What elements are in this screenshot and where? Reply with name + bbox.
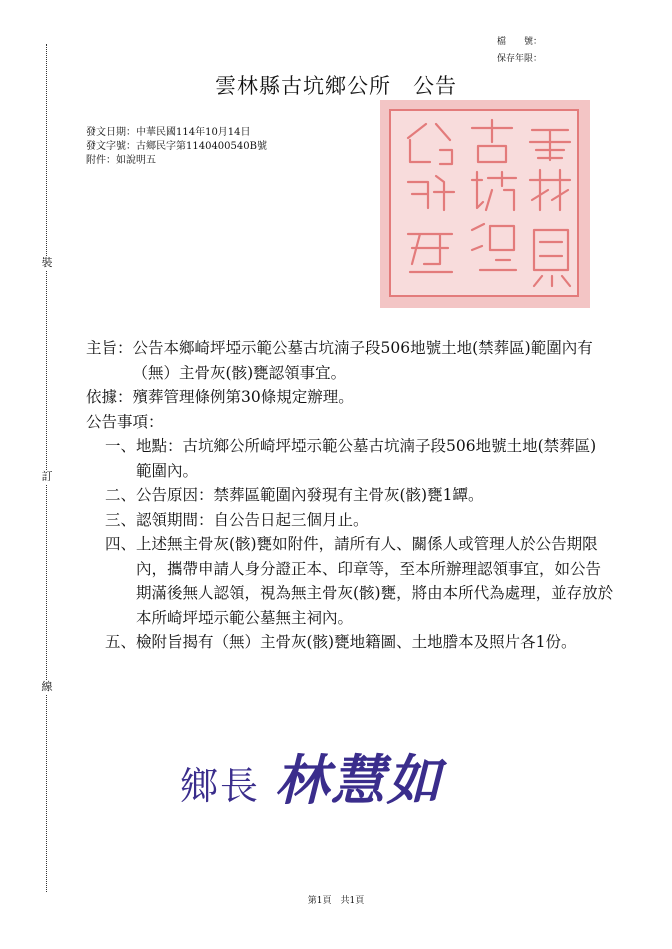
list-item <box>86 532 616 630</box>
binding-mark: 訂 <box>41 470 53 483</box>
item-number: 三、 <box>104 510 136 529</box>
signature-name: 林慧如 <box>274 748 443 812</box>
issue-date: 發文日期：中華民國114年10月14日 <box>86 127 251 138</box>
item-number: 四、 <box>104 535 136 553</box>
document-title: 雲林縣古坑鄉公所 公告 <box>215 74 457 98</box>
signature-title: 鄉長 <box>180 764 261 808</box>
items-heading: 公告事項： <box>86 412 164 431</box>
item-number: 二、 <box>104 486 136 504</box>
basis-text: 殯葬管理條例第30條規定辦理。 <box>132 388 354 406</box>
item-text: 上述無主骨灰(骸)甕如附件，請所有人、關係人或管理人於公告期限內，攜帶申請人身分證正本、印章等，至本所辦理認領事宜，如公告期滿後無人認領，視為無主骨灰(骸)甕，將由本所代為處理，並存放於本所崎坪埡示範公墓無主祠內。 <box>136 535 614 627</box>
item-text: 地點：古坑鄉公所崎坪埡示範公墓古坑湳子段506地號土地(禁葬區) 範圍內。 <box>136 437 597 480</box>
file-number-label: 檔 號： <box>497 37 543 47</box>
basis-row <box>86 385 616 410</box>
binding-line <box>46 44 47 892</box>
item-text: 檢附旨揭有（無）主骨灰(骸)甕地籍圖、土地謄本及照片各1份。 <box>136 633 577 651</box>
list-item <box>86 508 616 533</box>
official-seal <box>380 100 590 308</box>
binding-mark: 裝 <box>41 256 53 269</box>
subject-text: 公告本鄉崎坪埡示範公墓古坑湳子段506地號土地(禁葬區)範圍內有（無）主骨灰(骸)甕認領事宜。 <box>132 339 593 382</box>
item-text: 公告原因：禁葬區範圍內發現有主骨灰(骸)甕1罈。 <box>136 486 484 504</box>
list-item <box>86 630 616 655</box>
archive-info <box>497 34 542 68</box>
subject-label: 主旨： <box>86 339 133 357</box>
list-item <box>86 434 616 483</box>
page-footer: 第1頁 共1頁 <box>307 896 365 906</box>
document-meta <box>86 126 267 168</box>
list-item <box>86 483 616 508</box>
subject-row <box>86 336 616 385</box>
basis-label: 依據： <box>86 388 133 406</box>
seal-glyphs <box>380 100 590 308</box>
document-number: 發文字號：古鄉民字第1140400540B號 <box>86 141 267 152</box>
mayor-signature <box>180 738 443 815</box>
attachment-note: 附件：如說明五 <box>86 155 156 166</box>
item-number: 五、 <box>104 633 136 651</box>
item-number: 一、 <box>104 437 136 455</box>
retention-label: 保存年限： <box>497 54 543 64</box>
binding-mark: 線 <box>41 680 53 693</box>
item-text: 認領期間：自公告日起三個月止。 <box>136 510 369 529</box>
announcement-body <box>86 336 616 655</box>
